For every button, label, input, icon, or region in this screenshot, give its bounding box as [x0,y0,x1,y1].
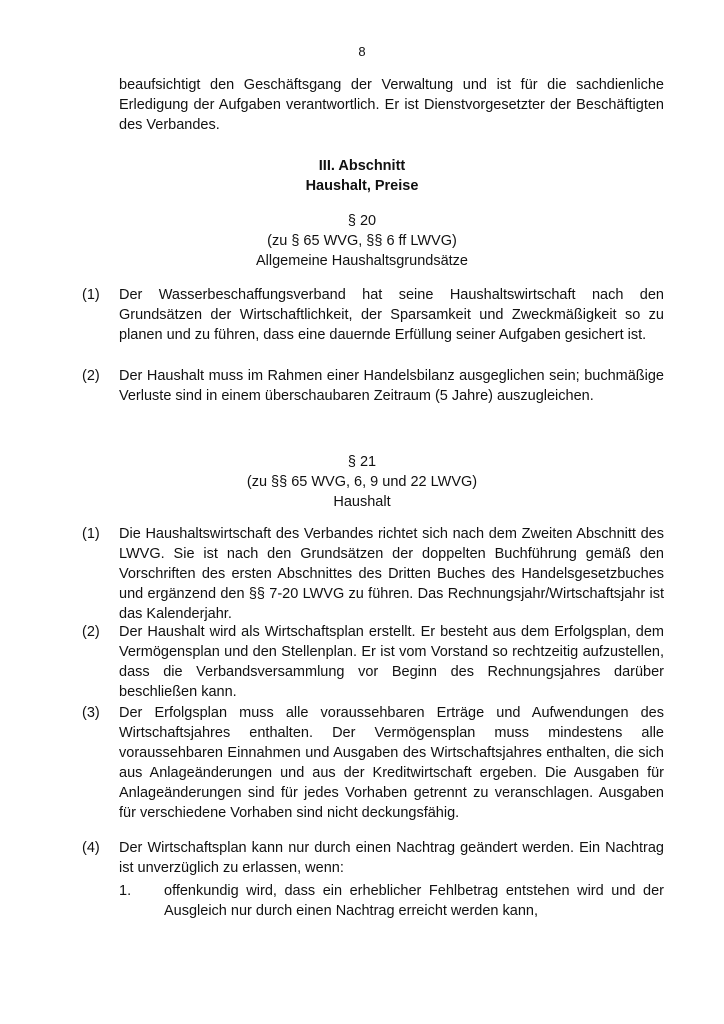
p21-clause-2 [82,622,664,702]
paragraph-21-title: Haushalt [333,494,391,510]
clause-number: (1) [82,287,100,303]
item-number: 1. [119,883,132,899]
section-heading: III. Abschnitt [318,158,406,174]
p21-clause-4-item-1 [119,881,664,921]
clause-number: (1) [82,526,100,542]
paragraph-21-number: § 21 [347,454,377,470]
p20-clause-1 [82,285,664,345]
clause-text: Der Haushalt muss im Rahmen einer Handelsbilanz ausgeglichen sein; buchmäßige Verluste sind in einem überschaubaren Zeitraum (5 Jahre) auszugleichen. [119,368,664,404]
clause-text: Der Haushalt wird als Wirtschaftsplan erstellt. Er besteht aus dem Erfolgsplan, dem Vermögensplan und den Stellenplan. Er ist vom Vorstand so rechtzeitig aufzustellen, dass die Verbandsversammlung vor Beginn des Rechnungsjahres darüber beschließen kann. [119,624,664,700]
paragraph-21-reference: (zu §§ 65 WVG, 6, 9 und 22 LWVG) [246,474,478,490]
paragraph-20-heading [0,211,724,271]
clause-text: Der Erfolgsplan muss alle voraussehbaren Erträge und Aufwendungen des Wirtschaftsjahres enthalten. Der Vermögensplan muss mindestens alle voraussehbaren Einnahmen und Ausgaben des Wirtschaftsjahres enthalten, die sich aus Anlageänderungen und aus der Kreditwirtschaft ergeben. Die Ausgaben für Anlageänderungen sind für jedes Vorhaben getrennt zu veranschlagen. Ausgaben für verschiedene Vorhaben sind nicht deckungsfähig. [119,705,664,821]
p20-clause-2 [82,366,664,406]
p21-clause-1 [82,524,664,624]
paragraph-20-reference: (zu § 65 WVG, §§ 6 ff LWVG) [267,233,457,249]
clause-number: (2) [82,368,100,384]
clause-number: (3) [82,705,100,721]
section-subheading: Haushalt, Preise [305,178,419,194]
p21-clause-4 [82,838,664,878]
section-heading-block [0,156,724,196]
item-text: offenkundig wird, dass ein erheblicher Fehlbetrag entstehen wird und der Ausgleich nur durch einen Nachtrag erreicht werden kann, [164,883,664,919]
clause-text: Der Wirtschaftsplan kann nur durch einen Nachtrag geändert werden. Ein Nachtrag ist unverzüglich zu erlassen, wenn: [119,840,664,876]
paragraph-20-number: § 20 [347,213,377,229]
clause-text: Der Wasserbeschaffungsverband hat seine Haushaltswirtschaft nach den Grundsätzen der Wirtschaftlichkeit, der Sparsamkeit und Zweckmäßigkeit so zu planen und zu führen, dass eine dauernde Erfüllung seiner Aufgaben gesichert ist. [119,287,664,343]
clause-number: (2) [82,624,100,640]
continued-paragraph: beaufsichtigt den Geschäftsgang der Verwaltung und ist für die sachdienliche Erledigung der Aufgaben verantwortlich. Er ist Dienstvorgesetzter der Beschäftigten des Verbandes. [119,77,664,133]
clause-number: (4) [82,840,100,856]
p21-clause-3 [82,703,664,823]
paragraph-21-heading [0,452,724,512]
clause-text: Die Haushaltswirtschaft des Verbandes richtet sich nach dem Zweiten Abschnitt des LWVG. Sie ist nach den Grundsätzen der doppelten Buchführung gemäß den Vorschriften des ersten Abschnittes des Dritten Buches des Handelsgesetzbuches und ergänzend den §§ 7-20 LWVG zu führen. Das Rechnungsjahr/Wirtschaftsjahr ist das Kalenderjahr. [119,526,664,622]
page-number: 8 [358,44,366,59]
paragraph-20-title: Allgemeine Haushaltsgrundsätze [256,253,468,269]
